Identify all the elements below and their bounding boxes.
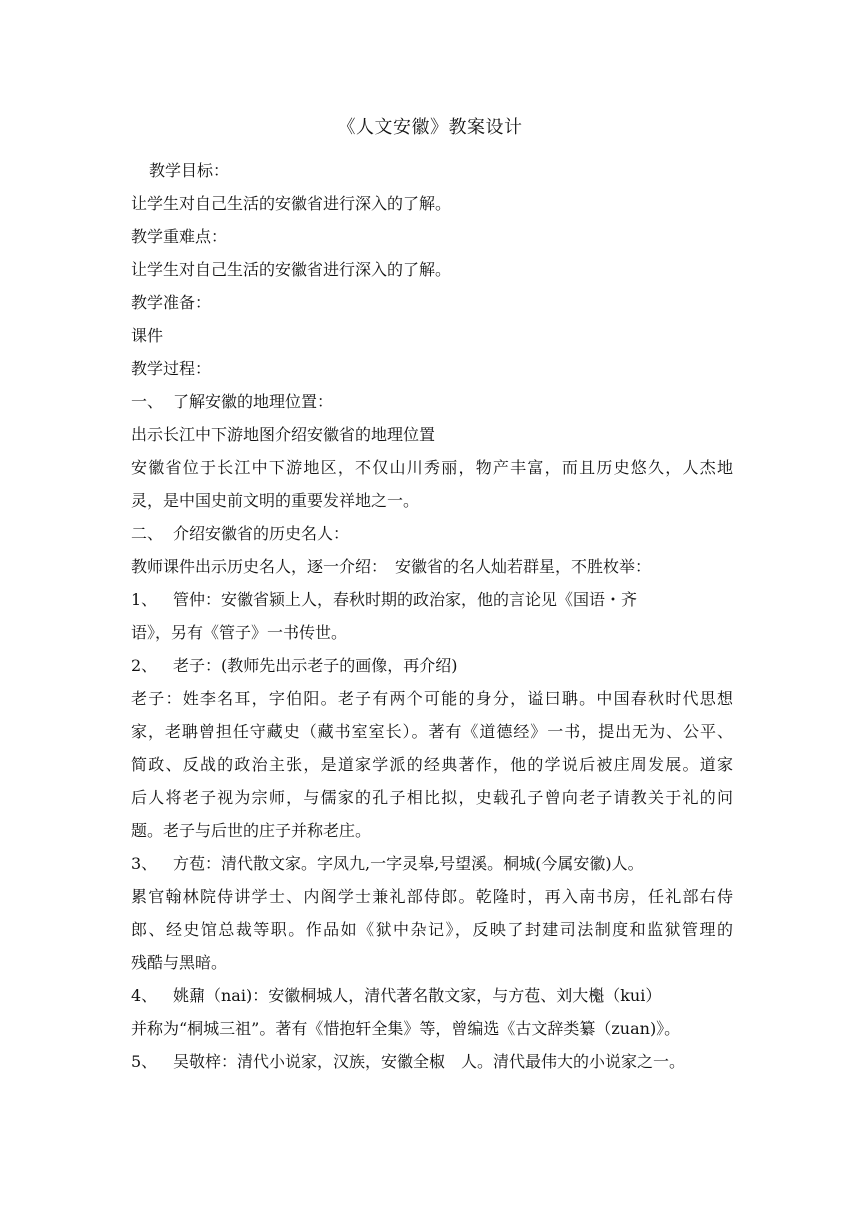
section-heading-text: 了解安徽的地理位置： xyxy=(173,392,334,411)
list-item xyxy=(131,847,733,880)
document-body xyxy=(131,154,733,1078)
paragraph-line: 老子：姓李名耳，字伯阳。老子有两个可能的身分，谥曰聃。中国春秋时代思想 xyxy=(131,689,733,708)
list-item-text: 老子：(教师先出示老子的画像，再介绍) xyxy=(173,656,458,675)
paragraph-line: 灵，是中国史前文明的重要发祥地之一。 xyxy=(131,491,420,510)
list-item-text: 管仲：安徽省颍上人，春秋时期的政治家，他的言论见《国语・齐 xyxy=(173,590,638,609)
list-item xyxy=(131,583,733,616)
paragraph-line: 让学生对自己生活的安徽省进行深入的了解。 xyxy=(131,260,452,279)
paragraph-line: 残酷与黑暗。 xyxy=(131,953,228,972)
heading-process: 教学过程： xyxy=(131,359,212,378)
paragraph-line: 安徽省位于长江中下游地区，不仅山川秀丽，物产丰富，而且历史悠久，人杰地 xyxy=(131,458,733,477)
list-marker: 3、 xyxy=(131,854,158,873)
paragraph-line: 题。老子与后世的庄子并称老庄。 xyxy=(131,821,372,840)
list-marker: 5、 xyxy=(131,1052,158,1071)
heading-objectives: 教学目标： xyxy=(149,161,230,180)
paragraph-line: 后人将老子视为宗师，与儒家的孔子相比拟，史载孔子曾向老子请教关于礼的问 xyxy=(131,788,733,807)
list-marker: 4、 xyxy=(131,986,158,1005)
paragraph-line: 让学生对自己生活的安徽省进行深入的了解。 xyxy=(131,194,452,213)
list-item xyxy=(131,979,733,1012)
list-marker: 1、 xyxy=(131,590,158,609)
list-marker: 一、 xyxy=(131,392,164,411)
section-heading-1 xyxy=(131,385,733,418)
list-item-text: 吴敬梓：清代小说家，汉族，安徽全椒 人。清代最伟大的小说家之一。 xyxy=(173,1052,686,1071)
heading-key-points: 教学重难点： xyxy=(131,227,228,246)
paragraph-line: 出示长江中下游地图介绍安徽省的地理位置 xyxy=(131,425,436,444)
list-item xyxy=(131,1045,733,1078)
paragraph-line: 课件 xyxy=(131,326,164,345)
paragraph-line: 家，老聃曾担任守藏史（藏书室室长）。著有《道德经》一书，提出无为、公平、 xyxy=(131,722,733,741)
list-item-text: 姚鼐（nai)：安徽桐城人，清代著名散文家，与方苞、刘大櫆（kui） xyxy=(173,986,662,1005)
document-title: 《人文安徽》教案设计 xyxy=(337,117,523,138)
paragraph-line: 简政、反战的政治主张，是道家学派的经典著作，他的学说后被庄周发展。道家 xyxy=(131,755,733,774)
list-marker: 二、 xyxy=(131,524,164,543)
paragraph-line: 累官翰林院侍讲学士、内阁学士兼礼部侍郎。乾隆时，再入南书房，任礼部右侍 xyxy=(131,887,733,906)
section-heading-text: 介绍安徽省的历史名人： xyxy=(173,524,350,543)
list-item-text: 方苞：清代散文家。字凤九,一字灵皋,号望溪。桐城(今属安徽)人。 xyxy=(173,854,644,873)
list-marker: 2、 xyxy=(131,656,158,675)
paragraph-line: 语》，另有《管子》一书传世。 xyxy=(131,623,348,642)
list-item xyxy=(131,649,733,682)
heading-preparation: 教学准备： xyxy=(131,293,212,312)
paragraph-line: 并称为“桐城三祖”。著有《惜抱轩全集》等，曾编选《古文辞类纂（zuan)》。 xyxy=(131,1019,681,1038)
paragraph-line: 郎、经史馆总裁等职。作品如《狱中杂记》，反映了封建司法制度和监狱管理的 xyxy=(131,920,733,939)
section-heading-2 xyxy=(131,517,733,550)
paragraph-line: 教师课件出示历史名人，逐一介绍： 安徽省的名人灿若群星，不胜枚举： xyxy=(131,557,652,576)
